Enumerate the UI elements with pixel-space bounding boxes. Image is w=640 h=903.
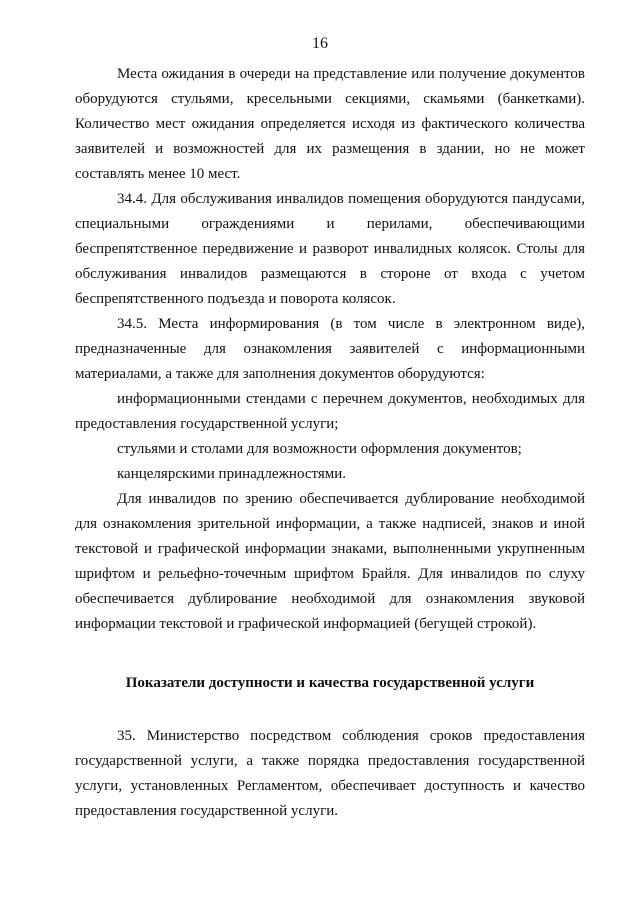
- page-number: 16: [312, 35, 328, 52]
- paragraph-35: 35. Министерство посредством соблюдения сроков предоставления государственной услуги, а также порядка предоставления государственной услуги, установленных Регламентом, обеспечивает доступность и качество предоставления государственной услуги.: [75, 728, 585, 819]
- paragraph-waiting-places: Места ожидания в очереди на представление или получение документов оборудуются стульями, кресельными секциями, скамьями (банкетками). Количество мест ожидания определяется исходя из фактического количества заявителей и возможностей для их размещения в здании, но не может составлять менее 10 мест.: [75, 66, 585, 182]
- paragraph-34-4: 34.4. Для обслуживания инвалидов помещения оборудуются пандусами, специальными ограждениями и перилами, обеспечивающими беспрепятственное передвижение и разворот инвалидных колясок. Столы для обслуживания инвалидов размещаются в стороне от входа с учетом беспрепятственного подъезда и поворота колясок.: [75, 191, 585, 307]
- paragraph-visual-impaired: Для инвалидов по зрению обеспечивается дублирование необходимой для ознакомления зрительной информации, а также надписей, знаков и иной текстовой и графической информации знаками, выполненными укрупненным шрифтом и рельефно-точечным шрифтом Брайля. Для инвалидов по слуху обеспечивается дублирование необходимой для ознакомления звуковой информации текстовой и графической информацией (бегущей строкой).: [75, 491, 585, 632]
- list-item-stationery: канцелярскими принадлежностями.: [117, 466, 347, 482]
- paragraph-34-5: 34.5. Места информирования (в том числе в электронном виде), предназначенные для ознакомления заявителей с информационными материалами, а также для заполнения документов оборудуются:: [75, 316, 585, 382]
- document-body: [75, 62, 585, 824]
- section-heading: Показатели доступности и качества государственной услуги: [125, 675, 535, 691]
- list-item-info-stands: информационными стендами с перечнем документов, необходимых для предоставления государственной услуги;: [75, 391, 585, 432]
- list-item-chairs-tables: стульями и столами для возможности оформления документов;: [117, 441, 522, 457]
